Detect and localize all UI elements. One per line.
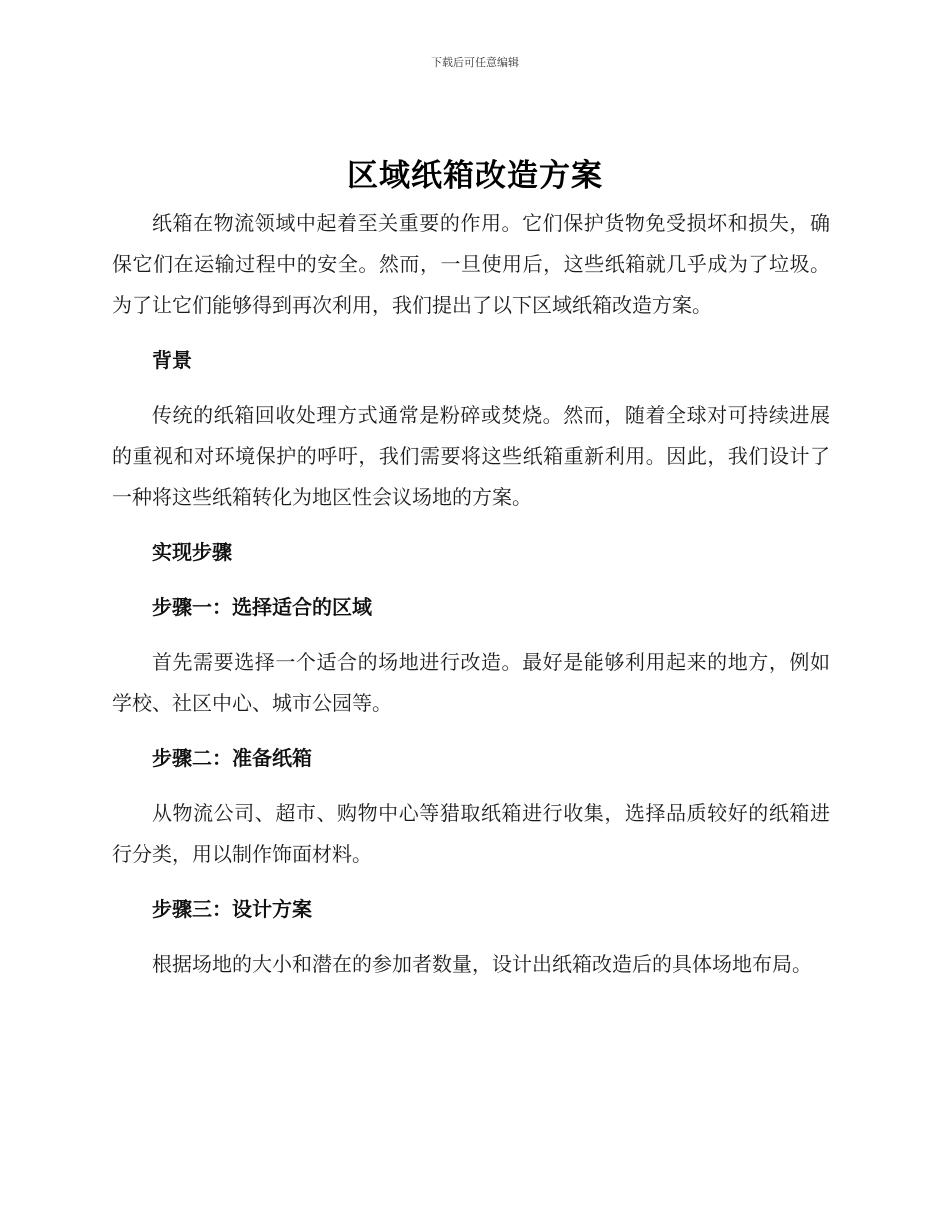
- section-heading-step-two: 步骤二：准备纸箱: [152, 746, 312, 770]
- section-heading-background: 背景: [152, 348, 192, 372]
- intro-paragraph: 纸箱在物流领域中起着至关重要的作用。它们保护货物免受损坏和损失，确保它们在运输过程中的安全。然而，一旦使用后，这些纸箱就几乎成为了垃圾。为了让它们能够得到再次利用，我们提出了以下区域纸箱改造方案。: [112, 211, 830, 317]
- document-body: [112, 203, 830, 985]
- section-heading-steps: 实现步骤: [152, 540, 232, 564]
- document-title: 区域纸箱改造方案: [347, 158, 603, 194]
- section-paragraph-step-one: 首先需要选择一个适合的场地进行改造。最好是能够利用起来的地方，例如学校、社区中心、城市公园等。: [112, 650, 830, 715]
- section-paragraph-step-three: 根据场地的大小和潜在的参加者数量，设计出纸箱改造后的具体场地布局。: [152, 952, 812, 976]
- section-paragraph-step-two: 从物流公司、超市、购物中心等猎取纸箱进行收集，选择品质较好的纸箱进行分类，用以制作饰面材料。: [112, 801, 830, 866]
- page-header-note: 下载后可任意编辑: [431, 56, 519, 69]
- section-heading-step-one: 步骤一：选择适合的区域: [152, 595, 372, 619]
- section-heading-step-three: 步骤三：设计方案: [152, 897, 312, 921]
- section-paragraph-background: 传统的纸箱回收处理方式通常是粉碎或焚烧。然而，随着全球对可持续进展的重视和对环境保护的呼吁，我们需要将这些纸箱重新利用。因此，我们设计了一种将这些纸箱转化为地区性会议场地的方案。: [112, 403, 830, 509]
